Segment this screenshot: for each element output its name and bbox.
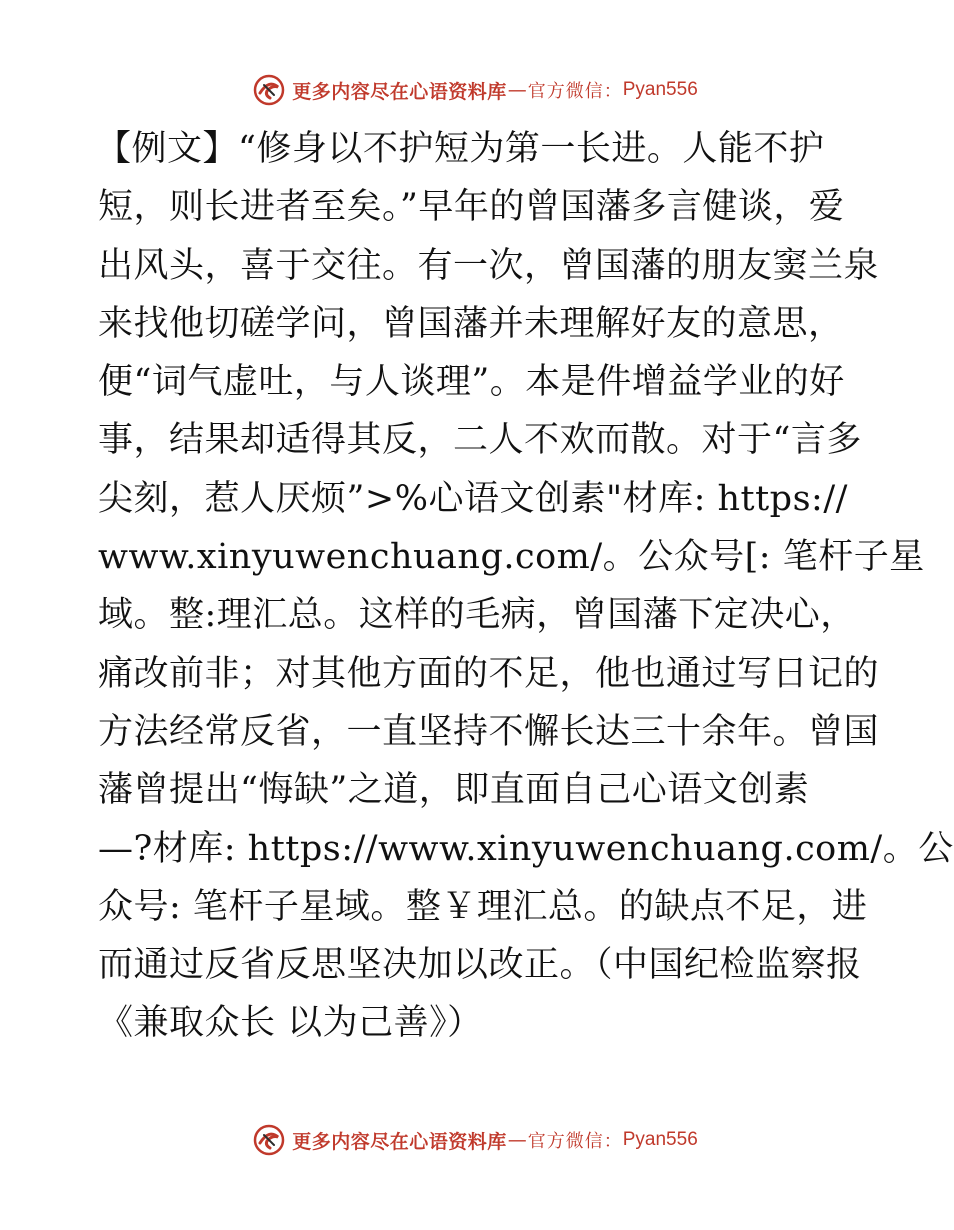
body-line-9: 域。整:理汇总。这样的毛病，曾国藩下定决心， xyxy=(98,595,856,636)
footer-wechat-id: Pyan556 xyxy=(622,1129,698,1150)
body-line-15: 而通过反省反思坚决加以改正。（中国纪检监察报 xyxy=(98,945,862,986)
footer-promo-text: 更多内容尽在心语资料库 xyxy=(292,1130,507,1153)
body-line-8: www.xinyuwenchuang.com/。公众号[: 笔杆子星 xyxy=(98,537,925,578)
header-wechat-label: 官方微信： xyxy=(527,81,623,102)
header-wechat-id: Pyan556 xyxy=(622,79,698,100)
body-line-4: 来找他切磋学问，曾国藩并未理解好友的意思， xyxy=(98,303,844,344)
body-line-1: 【例文】“修身以不护短为第一长进。人能不护 xyxy=(96,129,825,169)
body-line-6: 事，结果却适得其反，二人不欢而散。对于“言多 xyxy=(98,420,862,461)
red-swirl-logo-icon xyxy=(252,1123,286,1157)
body-line-2: 短，则长进者至矣。”早年的曾国藩多言健谈，爱 xyxy=(98,187,845,228)
article-body xyxy=(96,120,954,1053)
body-line-12: 藩曾提出“悔缺”之道，即直面自己心语文创素 xyxy=(98,770,810,811)
body-line-3: 出风头，喜于交往。有一次，曾国藩的朋友窦兰泉 xyxy=(98,245,880,286)
red-swirl-logo-icon xyxy=(252,73,286,107)
body-line-11: 方法经常反省，一直坚持不懈长达三十余年。曾国 xyxy=(98,711,880,752)
body-line-10: 痛改前非；对其他方面的不足，他也通过写日记的 xyxy=(98,653,880,694)
footer-wechat-label: 官方微信： xyxy=(527,1131,623,1152)
body-line-14: 众号: 笔杆子星域。整￥理汇总。的缺点不足，进 xyxy=(98,886,868,927)
header-dash: — xyxy=(507,79,527,101)
header-banner xyxy=(0,70,950,110)
body-line-16: 《兼取众长 以为己善》） xyxy=(98,1003,483,1044)
body-line-13: —?材库: https://www.xinyuwenchuang.com/。公 xyxy=(98,828,954,869)
footer-banner xyxy=(0,1120,950,1160)
body-line-5: 便“词气虚吐，与人谈理”。本是件增益学业的好 xyxy=(98,362,845,403)
body-line-7: 尖刻，惹人厌烦”>%心语文创素"材库: https:// xyxy=(98,478,848,519)
header-promo-text: 更多内容尽在心语资料库 xyxy=(292,80,507,103)
footer-dash: — xyxy=(507,1129,527,1151)
